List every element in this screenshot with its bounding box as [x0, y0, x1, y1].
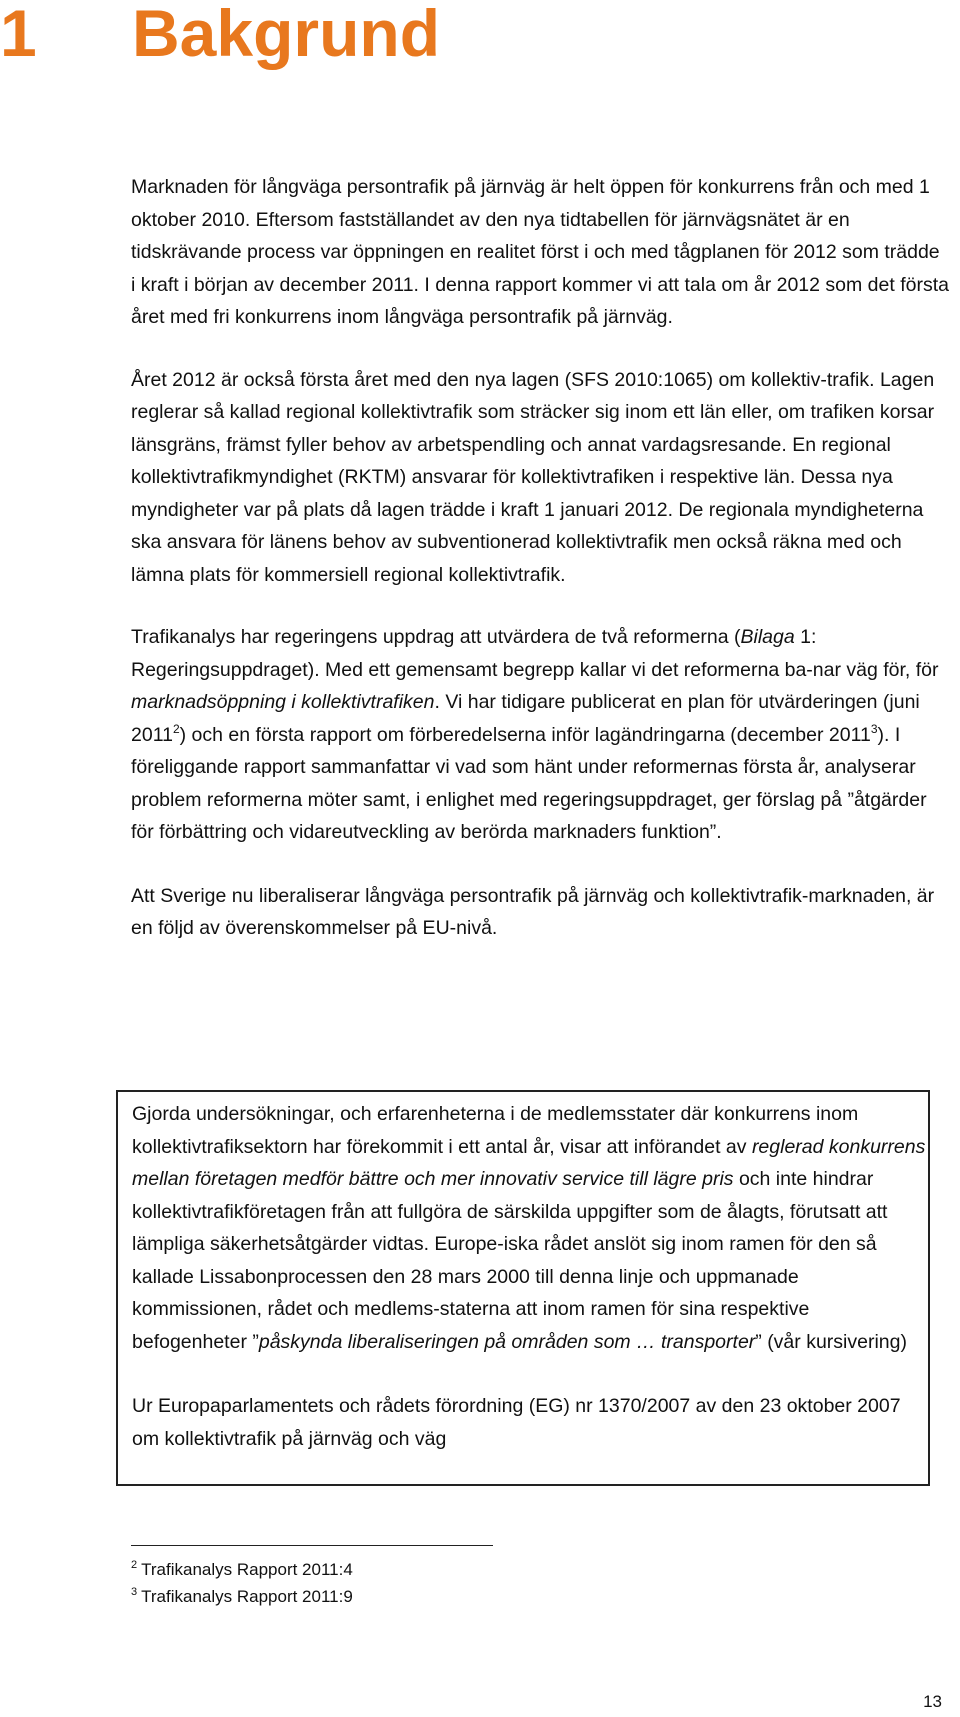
quote-paragraph — [132, 1098, 928, 1358]
footnote-mark: 3 — [131, 1586, 138, 1598]
footnote-mark: 2 — [131, 1559, 138, 1571]
footnote-mark-3: 3 — [870, 721, 878, 736]
page-number: 13 — [923, 1692, 942, 1711]
quote-text: ” (vår kursivering) — [755, 1330, 907, 1353]
quote-emphasis: påskynda liberaliseringen på områden som … transporter — [258, 1330, 756, 1353]
footnote — [131, 1583, 353, 1610]
footnote-mark-2: 2 — [172, 721, 180, 736]
paragraph-assignment-text: Trafikanalys har regeringens uppdrag att utvärdera de två reformerna ( — [131, 626, 741, 648]
paragraph-eu-agreements: Att Sverige nu liberaliserar långväga persontrafik på järnväg och kollektivtrafik-marknaden, är en följd av överenskommelser på EU-nivå. — [131, 884, 935, 939]
paragraph-new-law: Året 2012 är också första året med den nya lagen (SFS 2010:1065) om kollektiv-trafik. Lagen reglerar så kallad regional kollektivtrafik som sträcker sig inom ett län eller, om trafiken korsar länsgräns, främst fyller behov av arbetspendling och annat vardagsresande. En regional kollektivtrafikmyndighet (RKTM) ansvarar för kollektivtrafiken i respektive län. Dessa nya myndigheter var på plats då lagen trädde i kraft 1 januari 2012. De regionala myndigheterna ska ansvara för länens behov av subventionerad kollektivtrafik men också räkna med och lämna plats för kommersiell regional kollektivtrafik. — [131, 368, 935, 586]
footnote-text: Trafikanalys Rapport 2011:4 — [141, 1560, 353, 1579]
quote-emphasis: reglerad konkurrens mellan företagen medför bättre och mer innovativ service till lägre pris — [132, 1135, 926, 1190]
quote-box — [116, 1090, 930, 1486]
paragraph-assignment-text: ) och en första rapport om förberedelserna inför lagändringarna (december 2011 — [179, 723, 871, 746]
chapter-number: 1 — [0, 0, 37, 70]
quote-source: Ur Europaparlamentets och rådets förordning (EG) nr 1370/2007 av den 23 oktober 2007 om kollektivtrafik på järnväg och väg — [132, 1395, 901, 1450]
quote-text: Gjorda undersökningar, och erfarenheterna i de medlemsstater där konkurrens inom kollektivtrafiksektorn har förekommit i ett antal år, visar att införandet av — [132, 1103, 859, 1158]
footnote — [131, 1556, 353, 1583]
quote-text: och inte hindrar kollektivtrafikföretagen från att fullgöra de särskilda uppgifter som de ålagts, förutsatt att lämpliga säkerhetsåtgärder vidtas. Europe-iska rådet anslöt sig inom ramen för den så kallade Lissabonprocessen den 28 mars 2000 till denna linje och uppmanade kommissionen, rådet och medlems-staterna att inom ramen för sina respektive befogenheter ” — [132, 1168, 888, 1353]
paragraph-assignment-text: . Vi har tidigare publicerat en plan för utvärderingen (juni 2011 — [131, 691, 920, 746]
chapter-title: Bakgrund — [132, 0, 441, 70]
paragraph-assignment-text: 1: Regeringsuppdraget). Med ett gemensamt begrepp kallar vi det reformerna ba-nar väg för, för — [131, 626, 939, 681]
footnotes — [131, 1556, 353, 1610]
paragraph-assignment — [131, 621, 949, 849]
paragraph-market-opening: Marknaden för långväga persontrafik på järnväg är helt öppen för konkurrens från och med 1 oktober 2010. Eftersom fastställandet av den nya tidtabellen för järnvägsnätet är en tidskrävande process var öppningen en realitet först i och med tågplanen för 2012 som trädde i kraft i början av december 2011. I denna rapport kommer vi att tala om år 2012 som det första året med fri konkurrens inom långväga persontrafik på järnväg. — [131, 176, 949, 328]
body-text — [131, 171, 949, 945]
bilaga-reference: Bilaga — [740, 626, 795, 648]
footnote-text: Trafikanalys Rapport 2011:9 — [141, 1587, 353, 1606]
footnote-separator — [131, 1545, 493, 1546]
paragraph-assignment-text: ). I föreliggande rapport sammanfattar vi vad som hänt under reformernas första år, analyserar problem reformerna möter samt, i enlighet med regeringsuppdraget, ger förslag på ”åtgärder för förbättring och vidareutveckling av berörda marknaders funktion”. — [131, 723, 927, 843]
chapter-heading — [0, 0, 441, 70]
emphasized-term: marknadsöppning i kollektivtrafiken — [131, 691, 435, 713]
